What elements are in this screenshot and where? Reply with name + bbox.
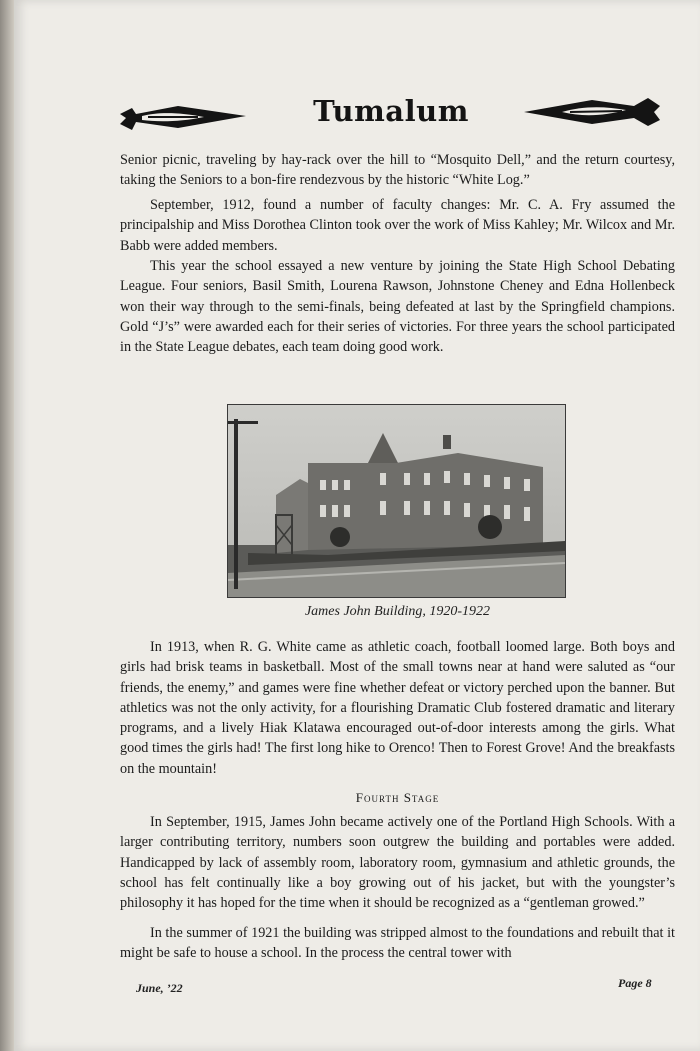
paragraph-fourth-stage: In September, 1915, James John became actively one of the Portland High Schools. With a larger contributing territory, numbers soon outgrew the building and portables were added. Handicapped by lack of assembly room, laboratory room, gymnasium and athletic grounds, the school has felt continually like a boy growing out of his jacket, but with the youngster’s philosophy it has hoped for the time when it should be recognized as a “gentleman growed.” (120, 814, 675, 912)
footer-date: June, ’22 (136, 981, 183, 995)
section-heading: Fourth Stage (355, 790, 440, 805)
paragraph-debating-league: This year the school essayed a new venture by joining the State High School Debating League. Four seniors, Basil Smith, Lourena Rawson, Johnstone Cheney and Edna Hollenbeck won their way through to the semi-finals, being defeated at last by the Springfield champions. Gold “J’s” were awarded each for their series of victories. For three years the school participated in the State League debates, each team doing good work. (120, 258, 675, 356)
building-photo (227, 404, 566, 598)
paragraph-rebuilding: In the summer of 1921 the building was stripped almost to the foundations and rebuilt that it might be safe to house a school. In the process the central tower with (120, 925, 675, 962)
book-spine-edge (0, 0, 14, 1051)
arrowhead-right-icon (522, 94, 662, 130)
paragraph-senior-picnic: Senior picnic, traveling by hay-rack over the hill to “Mosquito Dell,” and the return courtesy, taking the Seniors to a bon-fire rendezvous by the historic “White Log.” (120, 152, 675, 189)
photo-caption: James John Building, 1920-1922 (304, 604, 491, 619)
page-header (0, 86, 700, 146)
paragraph-athletics: In 1913, when R. G. White came as athletic coach, football loomed large. Both boys and girls had brisk teams in basketball. Most of the small towns near at hand were saluted as “our friends, the enemy,” and games were fine whether defeat or victory perched upon the banner. But athletics was not the only activity, for a flourishing Dramatic Club fostered dramatic and literary programs, and a lively Hiak Klatawa encouraged out-of-door interests among the girls. What good times the girls had! The first long hike to Orenco! Then to Forest Grove! And the breakfasts on the mountain! (120, 639, 675, 777)
arrowhead-left-icon (118, 100, 248, 136)
masthead-title: Tumalum (313, 94, 469, 128)
building-photo-illustration (228, 405, 565, 597)
page-number: Page 8 (618, 976, 652, 990)
paragraph-faculty-changes: September, 1912, found a number of faculty changes: Mr. C. A. Fry assumed the principalship and Miss Dorothea Clinton took over the work of Miss Kahley; Mr. Wilcox and Mr. Babb were added members. (120, 197, 675, 254)
